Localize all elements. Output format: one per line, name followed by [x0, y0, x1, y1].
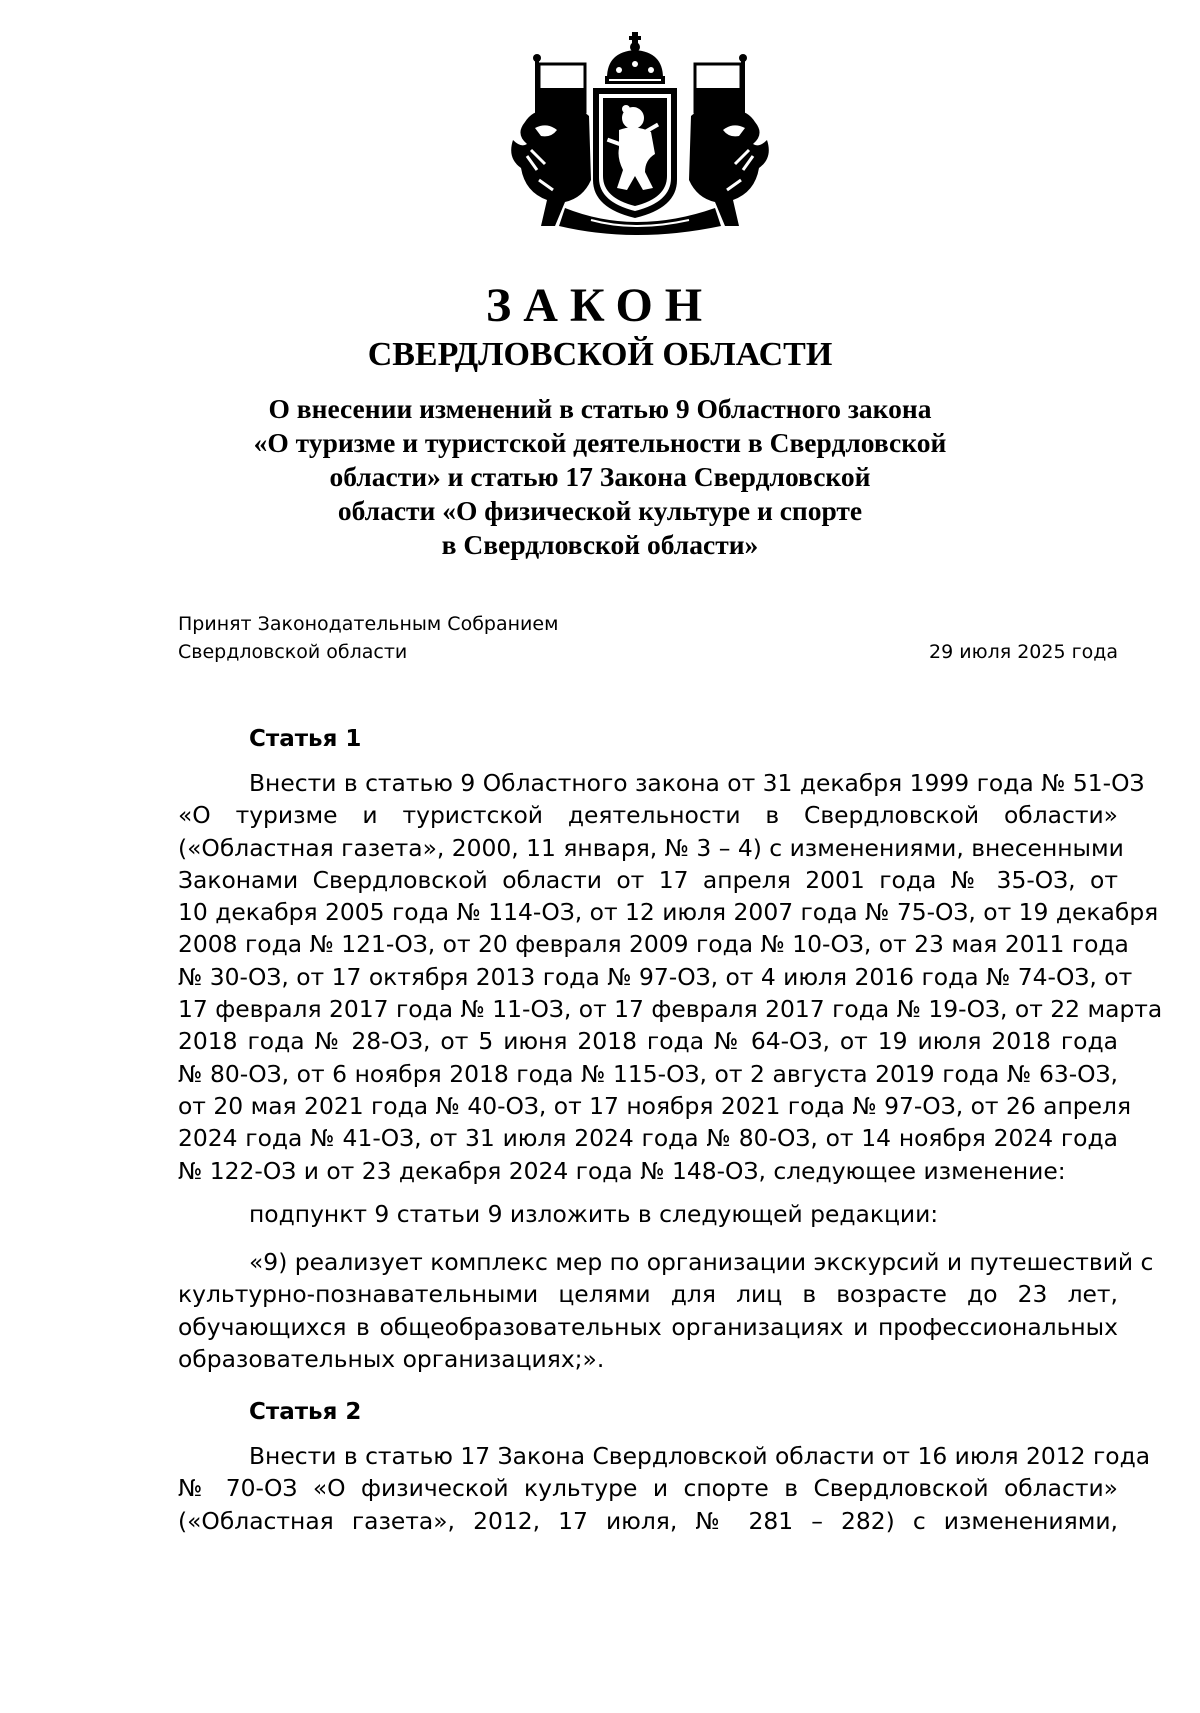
text-line: 2024 года № 41-ОЗ, от 31 июля 2024 года № 80-ОЗ, от 14 ноября 2024 года: [178, 1124, 1118, 1153]
text-line: («Областная газета», 2000, 11 января, № 3 – 4) с изменениями, внесенными: [178, 833, 1124, 862]
text-line: Законами Свердловской области от 17 апреля 2001 года № 35-ОЗ, от: [178, 865, 1118, 894]
text-line: («Областная газета», 2012, 17 июля, № 281 – 282) с изменениями,: [178, 1506, 1118, 1535]
title-line: области «О физической культуре и спорте: [337, 495, 863, 526]
adoption-block: [178, 610, 1118, 666]
text-line: № 80-ОЗ, от 6 ноября 2018 года № 115-ОЗ, от 2 августа 2019 года № 63-ОЗ,: [178, 1059, 1118, 1088]
text-line: культурно-познавательными целями для лиц в возрасте до 23 лет,: [178, 1280, 1118, 1309]
title-line: «О туризме и туристской деятельности в Свердловской: [253, 427, 947, 458]
text-line: Внести в статью 17 Закона Свердловской области от 16 июля 2012 года: [249, 1442, 1151, 1470]
coat-of-arms-icon: [495, 30, 785, 240]
text-line: 10 декабря 2005 года № 114-ОЗ, от 12 июля 2007 года № 75-ОЗ, от 19 декабря: [178, 898, 1159, 927]
text-line: 2008 года № 121-ОЗ, от 20 февраля 2009 года № 10-ОЗ, от 23 мая 2011 года: [178, 930, 1129, 959]
adopted-by-line: Принят Законодательным Собранием: [178, 613, 559, 635]
text-line: «9) реализует комплекс мер по организации экскурсий и путешествий с: [249, 1248, 1154, 1276]
article-1-heading: Статья 1: [249, 726, 362, 752]
region-heading: СВЕРДЛОВСКОЙ ОБЛАСТИ: [367, 336, 833, 373]
text-line: обучающихся в общеобразовательных организациях и профессиональных: [178, 1312, 1118, 1341]
adopted-by-region-line: Свердловской области: [178, 641, 408, 663]
text-line: № 70-ОЗ «О физической культуре и спорте в Свердловской области»: [178, 1474, 1118, 1503]
text-line: от 20 мая 2021 года № 40-ОЗ, от 17 ноября 2021 года № 97-ОЗ, от 26 апреля: [178, 1091, 1132, 1120]
law-title: [160, 392, 1040, 562]
text-line: № 30-ОЗ, от 17 октября 2013 года № 97-ОЗ, от 4 июля 2016 года № 74-ОЗ, от: [178, 962, 1133, 991]
text-line: 17 февраля 2017 года № 11-ОЗ, от 17 февраля 2017 года № 19-ОЗ, от 22 марта: [178, 995, 1163, 1024]
title-line: области» и статью 17 Закона Свердловской: [329, 461, 871, 492]
text-line: образовательных организациях;».: [178, 1344, 605, 1373]
article-2-paragraph-1: [178, 1440, 1151, 1537]
text-line: подпункт 9 статьи 9 изложить в следующей редакции:: [249, 1200, 939, 1228]
text-line: Внести в статью 9 Областного закона от 31 декабря 1999 года № 51-ОЗ: [249, 769, 1145, 797]
text-line: № 122-ОЗ и от 23 декабря 2024 года № 148-ОЗ, следующее изменение:: [178, 1156, 1066, 1185]
article-1-paragraph-3: [178, 1246, 1154, 1375]
law-word-heading: ЗАКОН: [485, 279, 715, 332]
text-line: 2018 года № 28-ОЗ, от 5 июня 2018 года № 64-ОЗ, от 19 июля 2018 года: [178, 1027, 1118, 1056]
text-line: «О туризме и туристской деятельности в Свердловской области»: [178, 801, 1118, 830]
article-1-paragraph-2: [178, 1198, 1118, 1230]
article-2-heading: Статья 2: [249, 1399, 362, 1425]
title-line: О внесении изменений в статью 9 Областного закона: [268, 393, 932, 424]
adoption-date: 29 июля 2025 года: [929, 641, 1118, 663]
title-line: в Свердловской области»: [441, 529, 759, 560]
article-1-paragraph-1: [178, 767, 1163, 1187]
